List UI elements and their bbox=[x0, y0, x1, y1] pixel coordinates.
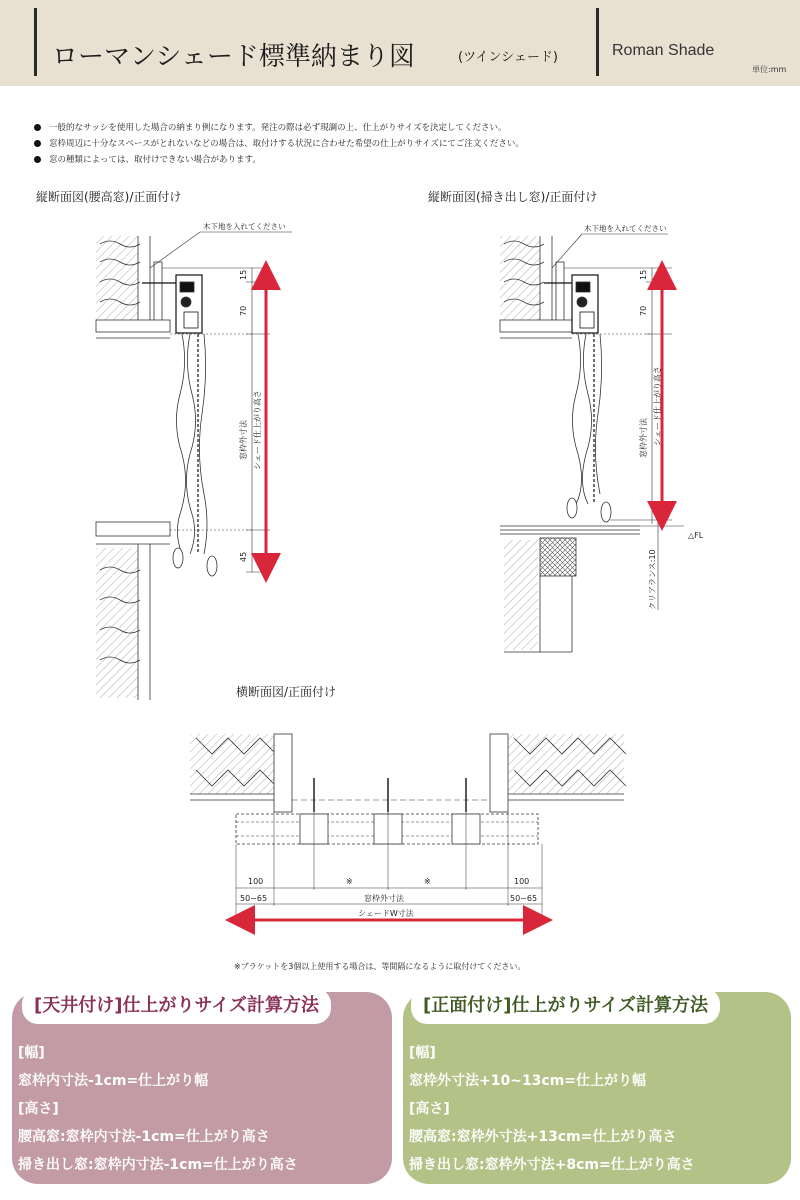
front-floor-formula: 掃き出し窓:窓枠外寸法+8cm=仕上がり高さ bbox=[409, 1157, 695, 1173]
ceiling-height-label: [高さ] bbox=[18, 1101, 59, 1117]
tassel bbox=[173, 548, 183, 568]
h-right-wall bbox=[508, 734, 624, 794]
right-upper-frame bbox=[500, 320, 572, 332]
ceiling-floor-formula: 掃き出し窓:窓枠内寸法-1cm=仕上がり高さ bbox=[18, 1157, 298, 1173]
page-subtitle: (ツインシェード) bbox=[458, 50, 558, 65]
rail-clip bbox=[580, 312, 594, 328]
tassel bbox=[207, 556, 217, 576]
bottom-section-title: 横断面図/正面付け bbox=[236, 685, 337, 699]
h-dim-frame: 窓枠外寸法 bbox=[364, 894, 404, 903]
note-item: 一般的なサッシを使用した場合の納まり例になります。発注の際は必ず現調の上、仕上がりサイズを決定してください。 bbox=[34, 120, 524, 136]
note-item: 窓枠周辺に十分なスペースがとれないなどの場合は、取付けする状況に合わせた希望の仕上がりサイズにてご注文ください。 bbox=[34, 136, 524, 152]
rail-pulley bbox=[577, 297, 587, 307]
right-wall-insulation bbox=[500, 236, 540, 320]
h-dim-100-right: 100 bbox=[514, 877, 530, 886]
left-callout-text: 木下地を入れてください bbox=[203, 222, 286, 231]
cord bbox=[582, 334, 591, 504]
page-title-en: Roman Shade bbox=[612, 42, 715, 59]
clearance-label: クリアランス:10 bbox=[648, 549, 657, 610]
ceiling-box-title: [天井付け]仕上がりサイズ計算方法 bbox=[22, 988, 331, 1024]
left-dim-15: 15 bbox=[239, 269, 248, 280]
front-width-formula: 窓枠外寸法+10~13cm=仕上がり幅 bbox=[409, 1073, 647, 1089]
callout-leader bbox=[150, 232, 200, 268]
wood-base bbox=[154, 262, 162, 322]
footnote: ※ブラケットを3個以上使用する場合は、等間隔になるように取付けてください。 bbox=[234, 962, 526, 971]
ceiling-mount-calc-box bbox=[12, 992, 392, 1184]
left-sill bbox=[96, 522, 170, 536]
front-waist-formula: 腰高窓:窓枠外寸法+13cm=仕上がり高さ bbox=[409, 1129, 677, 1145]
right-dim-70: 70 bbox=[639, 305, 648, 316]
h-dim-shade-w: シェードW寸法 bbox=[358, 909, 414, 918]
left-vertical-section bbox=[96, 232, 292, 700]
wood-base bbox=[556, 262, 564, 322]
front-mount-calc-box bbox=[403, 992, 791, 1184]
h-right-frame bbox=[490, 734, 508, 812]
page-title: ローマンシェード標準納まり図 bbox=[52, 42, 415, 72]
right-label-shade: シェード仕上がり高さ bbox=[653, 366, 662, 446]
cord bbox=[572, 334, 581, 504]
left-dim-45: 45 bbox=[239, 551, 248, 562]
h-left-frame bbox=[274, 734, 292, 812]
h-dim-100-left: 100 bbox=[248, 877, 264, 886]
front-height-label: [高さ] bbox=[409, 1101, 450, 1117]
floor-joist bbox=[540, 538, 576, 576]
h-dim-range-right: 50~65 bbox=[510, 894, 538, 903]
right-callout-text: 木下地を入れてください bbox=[584, 224, 667, 233]
rail-clip bbox=[184, 312, 198, 328]
left-dim-70: 70 bbox=[239, 305, 248, 316]
left-section-title: 縦断面図(腰高窓)/正面付け bbox=[36, 190, 182, 204]
left-upper-frame bbox=[96, 320, 170, 332]
ceiling-waist-formula: 腰高窓:窓枠内寸法-1cm=仕上がり高さ bbox=[18, 1129, 270, 1145]
note-item: 窓の種類によっては、取付けできない場合があります。 bbox=[34, 152, 524, 168]
left-wall-insulation bbox=[96, 236, 138, 320]
cord bbox=[199, 334, 207, 554]
right-label-frame: 窓枠外寸法 bbox=[639, 418, 648, 458]
h-dim-mark-1: ※ bbox=[346, 877, 353, 886]
right-lower-wall bbox=[504, 540, 538, 650]
left-label-frame: 窓枠外寸法 bbox=[239, 420, 248, 460]
left-lower-wall bbox=[96, 548, 138, 698]
ceiling-width-label: [幅] bbox=[18, 1045, 45, 1061]
h-left-wall bbox=[190, 734, 274, 794]
tassel bbox=[567, 498, 577, 518]
callout-leader bbox=[552, 234, 582, 268]
rail-block bbox=[180, 282, 194, 292]
unit-label: 単位:mm bbox=[752, 65, 787, 74]
cord bbox=[186, 334, 195, 554]
right-section-title: 縦断面図(掃き出し窓)/正面付け bbox=[428, 190, 598, 204]
ceiling-width-formula: 窓枠内寸法-1cm=仕上がり幅 bbox=[18, 1073, 209, 1089]
right-dim-15: 15 bbox=[639, 269, 648, 280]
h-dim-range-left: 50~65 bbox=[240, 894, 268, 903]
front-box-title: [正面付け]仕上がりサイズ計算方法 bbox=[411, 988, 720, 1024]
left-label-shade: シェード仕上がり高さ bbox=[253, 390, 262, 470]
cord bbox=[176, 334, 185, 554]
cord bbox=[595, 334, 601, 494]
front-width-label: [幅] bbox=[409, 1045, 436, 1061]
floor-label: △FL bbox=[688, 531, 704, 540]
h-dim-mark-2: ※ bbox=[424, 877, 431, 886]
rail-block bbox=[576, 282, 590, 292]
rail-pulley bbox=[181, 297, 191, 307]
tassel bbox=[601, 502, 611, 522]
